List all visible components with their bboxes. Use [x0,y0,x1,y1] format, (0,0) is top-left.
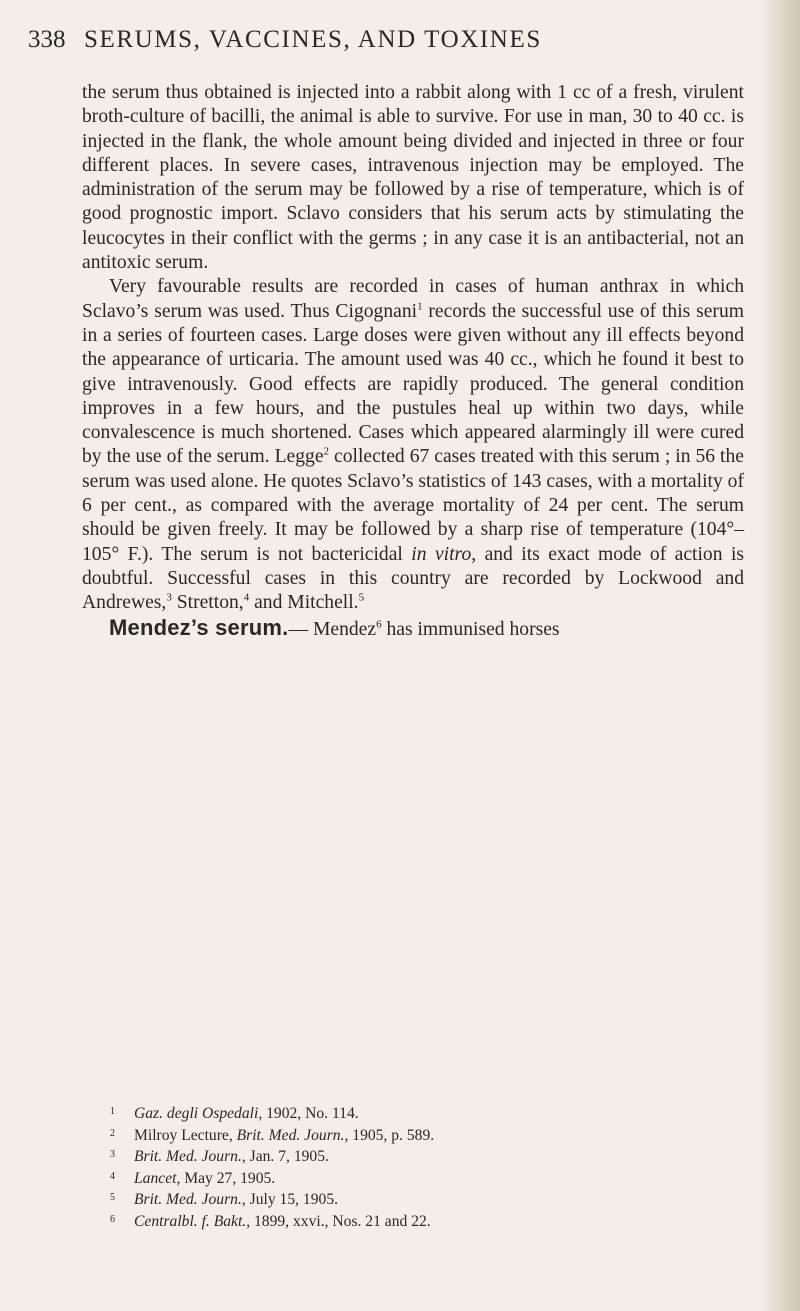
footnote-detail: , May 27, 1905. [176,1169,276,1187]
italic-text: in vitro [411,543,472,565]
footnotes [108,1103,728,1232]
footnote-source: Brit. Med. Journ. [134,1148,242,1165]
footnote-ref-4: 4 [243,591,250,604]
text-run: records the successful use of this serum in a series of fourteen cases. Large doses were given without any ill effects beyond the appearance of urticaria. The amount used was 40 cc., which he found it best to give intravenously. Good effects are rapidly produced. The general condition improves in a few hours, and the pustules heal up within two days, while convalescence is much shortened. Cases which appeared alarmingly ill were cured by the use of the serum. Legge [82,300,744,468]
footnote-prefix: Milroy Lecture, [134,1126,237,1144]
text-run: — Mendez [288,618,377,640]
footnote-ref-2: 2 [323,445,330,458]
paragraph-continuation: the serum thus obtained is injected into a rabbit along with 1 cc of a fresh, virulent broth-culture of bacilli, the animal is able to survive. For use in man, 30 to 40 cc. is injected in the flank, the whole amount being divided and injected in three or four different places. In severe cases, intravenous injection may be employed. The administration of the serum may be followed by a rise of temperature, which is of good prognostic import. Sclavo considers that his serum acts by stimulating the leucocytes in their conflict with the germs ; in any case it is an antibacterial, not an antitoxic serum. [82,82,744,274]
section-heading: Mendez’s serum. [109,614,289,640]
footnote-ref-1: 1 [417,300,423,313]
text-run: and Mitchell. [249,592,359,614]
footnote-number: 5 [110,1192,115,1203]
page-header [28,20,745,60]
text-run: , and its exact mode of action is doubtful. Successful cases in this country are recorded by Lockwood and Andrewes, [82,543,745,614]
footnote [108,1168,728,1190]
footnote-number: 6 [110,1213,115,1225]
footnote-detail: , Jan. 7, 1905. [241,1148,329,1165]
footnote-source: Gaz. degli Ospedali [134,1105,259,1122]
footnote-number: 3 [110,1149,115,1160]
footnote [108,1103,728,1125]
footnote [108,1189,728,1211]
footnote-number: 2 [110,1127,115,1139]
footnote-detail: , 1902, No. 114. [258,1105,359,1122]
footnote-detail: , 1899, xxvi., Nos. 21 and 22. [246,1212,431,1230]
text-run: has immunised horses [381,618,560,640]
footnote [108,1146,728,1168]
body-text [82,81,744,642]
footnote-ref-3: 3 [166,591,172,604]
footnote [108,1125,728,1147]
page-number: 338 [28,26,66,53]
paragraph-anthrax-results [82,275,744,615]
running-title: SERUMS, VACCINES, AND TOXINES [84,26,542,53]
footnote-ref-5: 5 [358,591,365,604]
footnote-source: Brit. Med. Journ. [236,1126,345,1144]
text-run: collected 67 cases treated with this serum ; in 56 the serum was used alone. He quotes Sclavo’s statistics of 143 cases, with a mortality of 6 per cent., as compared with the average mortality of 24 per cent. The serum should be given freely. It may be followed by a sharp rise of temperature (104°–105° F.). The serum is not bactericidal [82,446,744,565]
footnote-ref-6: 6 [376,618,382,630]
text-run: Stretton, [171,592,244,614]
text-run: Very favourable results are recorded in cases of human anthrax in which Sclavo’s serum was used. Thus Cigognani [82,276,744,322]
footnote-number: 4 [110,1170,115,1182]
footnote-source: Centralbl. f. Bakt. [134,1212,247,1230]
footnote-source: Lancet [134,1169,177,1187]
footnote-number: 1 [110,1106,115,1117]
footnote [108,1211,728,1233]
footnote-source: Brit. Med. Journ. [134,1191,242,1208]
footnote-detail: , 1905, p. 589. [344,1126,435,1144]
footnote-detail: , July 15, 1905. [241,1191,339,1208]
paragraph-mendez [82,616,744,642]
